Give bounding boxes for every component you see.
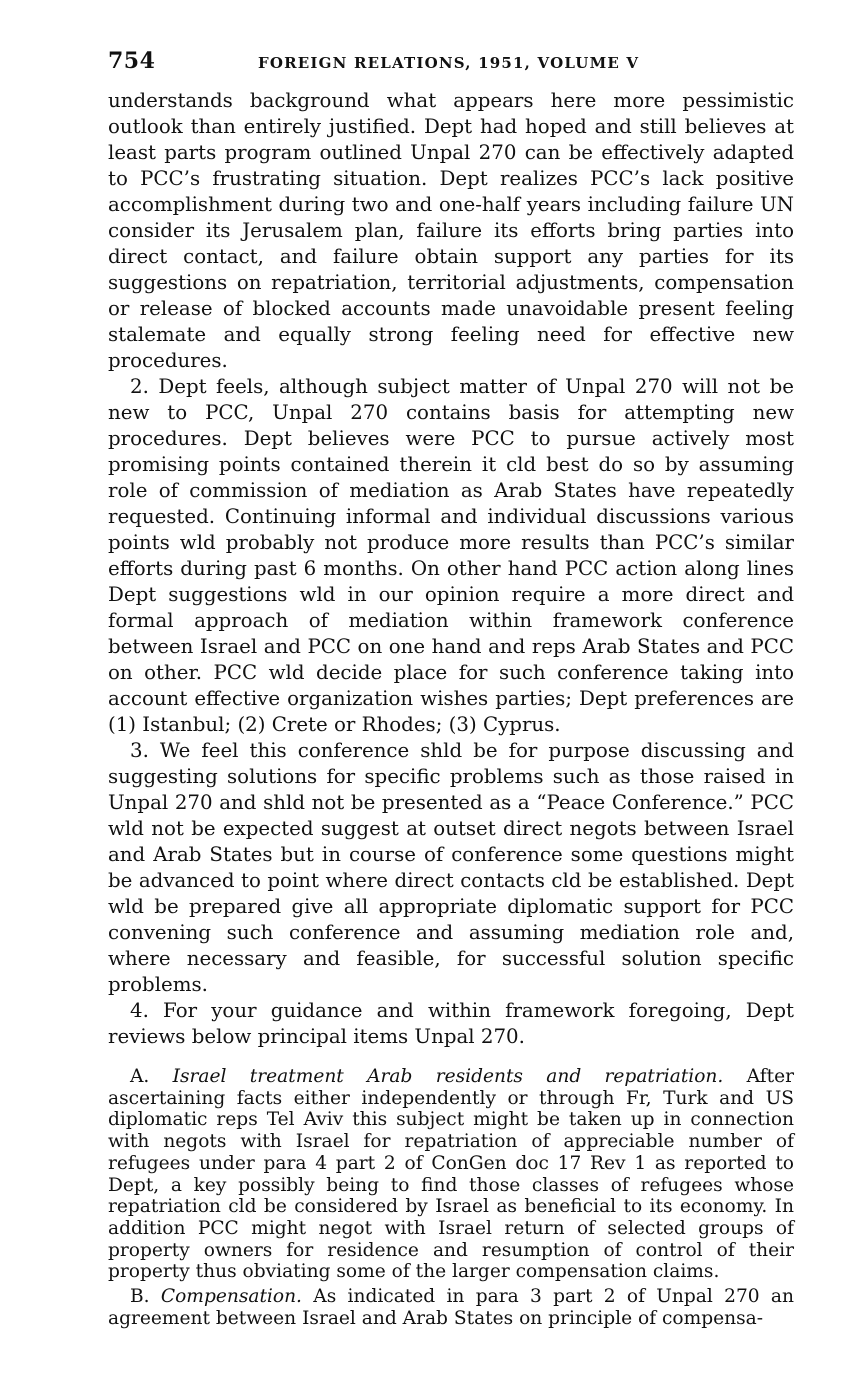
paragraph-2: 2. Dept feels, although subject matter of Unpal 270 will not be new to PCC, Unpal 270 contains basis for attempting new procedures. Dept believes were PCC to pursue actively most promising points contained therein it cld best do so by assuming role of commission of mediation as Arab States have repeatedly requested. Continuing informal and individual discussions various points wld probably not produce more results than PCC’s similar efforts during past 6 months. On other hand PCC action along lines Dept suggestions wld in our opinion require a more direct and formal approach of mediation within framework conference between Israel and PCC on one hand and reps Arab States and PCC on other. PCC wld decide place for such conference taking into account effective organization wishes parties; Dept preferences are (1) Istanbul; (2) Crete or Rhodes; (3) Cyprus.: [108, 375, 794, 736]
item-b: [108, 1286, 794, 1329]
item-a: [108, 1066, 794, 1283]
principal-items: [108, 1066, 794, 1329]
main-body: [108, 88, 794, 1050]
paragraph-4: 4. For your guidance and within framework foregoing, Dept reviews below principal items Unpal 270.: [108, 999, 794, 1048]
item-a-text: After ascertaining facts either independently or through Fr, Turk and US diplomatic reps Tel Aviv this subject might be taken up in connection with negots with Israel for repatriation of appreciable number of refugees under para 4 part 2 of ConGen doc 17 Rev 1 as reported to Dept, a key possibly being to find those classes of refugees whose repatriation cld be considered by Israel as beneficial to its economy. In addition PCC might negot with Israel return of selected groups of property owners for residence and resumption of control of their property thus obviating some of the larger compensation claims.: [108, 1066, 794, 1283]
item-a-label: A.: [130, 1066, 150, 1087]
page-number: 754: [108, 48, 156, 74]
paragraph-continuation: understands background what appears here more pessimistic outlook than entirely justified. Dept had hoped and still believes at least parts program outlined Unpal 270 can be effectively adapted to PCC’s frustrating situation. Dept realizes PCC’s lack positive accomplishment during two and one-half years including failure UN consider its Jerusalem plan, failure its efforts bring parties into direct contact, and failure obtain support any parties for its suggestions on repatriation, territorial adjustments, compensation or release of blocked accounts made unavoidable present feeling stalemate and equally strong feeling need for effective new procedures.: [108, 89, 794, 372]
header-title: FOREIGN RELATIONS, 1951, VOLUME V: [258, 54, 640, 72]
document-page: [108, 44, 794, 1329]
item-a-heading: Israel treatment Arab residents and repatriation.: [172, 1066, 724, 1087]
item-b-label: B.: [130, 1286, 150, 1308]
paragraph-3: 3. We feel this conference shld be for purpose discussing and suggesting solutions for specific problems such as those raised in Unpal 270 and shld not be presented as a “Peace Conference.” PCC wld not be expected suggest at outset direct negots between Israel and Arab States but in course of conference some questions might be advanced to point where direct contacts cld be established. Dept wld be prepared give all appropriate diplomatic support for PCC convening such conference and assuming mediation role and, where necessary and feasible, for successful solution specific problems.: [108, 739, 794, 996]
running-header: [108, 44, 794, 88]
item-b-text: As indicated in para 3 part 2 of Unpal 270 an agreement between Israel and Arab States on principle of compensa-: [108, 1286, 794, 1329]
item-b-heading: Compensation.: [160, 1286, 302, 1308]
